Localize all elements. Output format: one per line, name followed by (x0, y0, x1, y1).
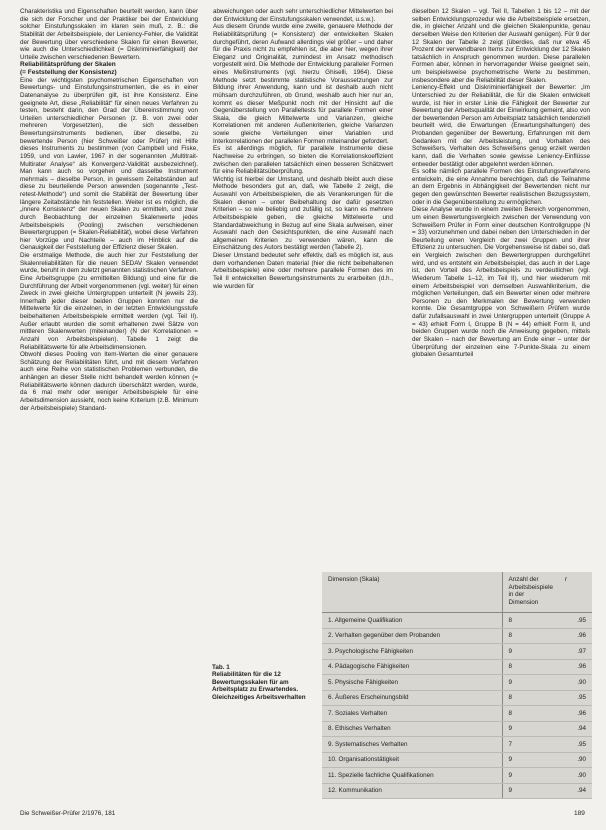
paragraph: Aus diesem Grunde wurde eine zweite, genauere Methode der Reliabilitätsprüfung (= Konsistenz) der entwickelten Skalen durchgeführt, deren Aufwand allerdings viel größer – und daher für die Praxis nicht zu empfehlen ist, die aber hier, wegen ihrer Eleganz und Originalität, zumindest im Ansatz methodisch vorgestellt wird. Die Methode der Entwicklung paralleler Formen eines Meßinstruments (vgl. hierzu Ghiselli, 1964). Diese Methode setzt bestimmte statistische Voraussetzungen zur Bildung ihrer Anwendung, kann und ist deshalb auch nicht mühsam durchzuführen, ob Grund, weshalb auch hier nur an, kommt es dieser Meßpunkt noch mit der Hinsicht auf die Gegenüberstellung von Paralleltests für parallele Formen einer Skala, die gleich Mittelwerte und Varianzen, gleiche Korrelationen mit anderen Außenkriterien, gleiche Varianzen sowie gleiche Verteilungen einer Variablen und Interkorrelationen der parallelen Formen miteinander gefordert. (213, 23, 393, 145)
table-row (322, 752, 592, 768)
item-count: 9 (502, 721, 559, 737)
paragraph: abweichungen oder auch sehr unterschiedlicher Mittelwerten bei der Entwicklung der Einstufungsskalen verwendet, u.s.w.). (213, 8, 393, 23)
item-count: 8 (502, 613, 559, 629)
reliability-value: .97 (559, 644, 592, 660)
dimension-name: 5. Physische Fähigkeiten (322, 675, 502, 691)
table-row (322, 690, 592, 706)
table-row (322, 613, 592, 629)
reliability-value: .96 (559, 659, 592, 675)
reliability-value: .90 (559, 752, 592, 768)
item-count: 9 (502, 783, 559, 799)
dimension-name: 4. Pädagogische Fähigkeiten (322, 659, 502, 675)
page-number: 189 (574, 810, 585, 817)
table-row (322, 768, 592, 784)
item-count: 9 (502, 752, 559, 768)
reliability-value: .95 (559, 613, 592, 629)
table-caption-text: Reliabilitäten für die 12 Bewertungsskalen für am Arbeitsplatz zu Erwartendes. Gleichzeitiges Arbeitsverhalten (212, 671, 306, 701)
reliability-value: .90 (559, 768, 592, 784)
paragraph: Dieser Umstand bedeutet sehr effektiv, daß es möglich ist, aus dem vorhandenen Daten material (hier die nicht beibehaltenen Arbeitsbeispiele) eine oder mehrere parallele Formen des im Teil II entwickelten Bewertungsinstruments zu erarbeiten (d.h., wie wurden für (213, 252, 393, 290)
dimension-name: 7. Soziales Verhalten (322, 706, 502, 722)
item-count: 9 (502, 644, 559, 660)
reliability-value: .90 (559, 675, 592, 691)
item-count: 7 (502, 737, 559, 753)
dimension-name: 10. Organisationstätigkeit (322, 752, 502, 768)
reliability-value: .96 (559, 706, 592, 722)
item-count: 8 (502, 706, 559, 722)
table-row (322, 675, 592, 691)
item-count: 9 (502, 768, 559, 784)
paragraph: Eine der wichtigsten psychometrischen Eigenschaften von Bewertungs- und Einstufungsinstrumenten, die es in einer Datenanalyse zu überprüfen gilt, ist ihre Konsistenz. Eine geeignete Art, diese „Reliabilität“ für einen neues Verfahren zu testen, besteht darin, den Grad der Übereinstimmung von Urteilen unterschiedlicher Personen (z. B. von zwei oder mehreren Vorgesetzten), die sich desselben Bewertungsinstruments bedienen, über dieselbe, zu bewertende Person (hier Schweißer oder Prüfer) mit Hilfe dieses Instruments zu bestimmen (von Campbell und Fiske, 1959, und von Lawler, 1967 in der sogenannten „Multitrait-Multirater Analyse“ als Konvergenz-Validität ausbezeichnet). Man kann auch so vorgehen und dasselbe Instrument mehrmals – dieselbe Person, in gewissem Zeitabständen auf diese zu beurteilende Person anwenden (sogenannte „Test-retest-Methode“) und somit die Stabilität der Bewertung über längere Zeitabstände hin feststellen. Weiter ist es möglich, die „innere Konsistenz“ der neuen Skalen zu ermitteln, und zwar durch Beobachtung der einzelnen Skalenwerte jedes Arbeitsbeispiels (Pooling) zwischen verschiedenen Bewertergruppen (= Skalen-Reliabilität), wobei diese Verfahren hier Vorzüge und Nachteile – auch im Hinblick auf die Genauigkeit der Feststellung der Effizienz dieser Skalen. (20, 76, 198, 252)
table-caption-label: Tab. 1 (212, 664, 230, 671)
paragraph: dieselben 12 Skalen – vgl. Teil II, Tabellen 1 bis 12 – mit der selben Entwicklungsprozedur wie die Arbeitsbeispiele ersetzen, die, in gleicher Anzahl und die gleichen Skalenpunkte, genau derselben Weise den Kriterien der Auswahl genügen). Für 9 der 12 Skalen der Tabelle 2 zeigt (überdies, daß nur etwa 45 Prozent der verwendbaren Items zur Entwicklung der 12 Skalen tatsächlich in Anspruch genommen wurden. Diese parallelen Formen aber, können in hervorragender Weise geeignet sein, um beispielsweise psychometrische Werte zu bestimmen, insbesondere aber die Reliabilität dieser Skalen. (412, 8, 590, 84)
paragraph: Leniency-Effekt und Diskriminierfähigkeit der Bewerter: „Im Unterschied zu der Reliabilität, die für die Skalen entwickelt wurde, ist hier in erster Linie die Fähigkeit der Bewerter zur Bewertung der Arbeitsqualität der Einwirkung gemeint, also von der bewertenden Person am Arbeitsplatz tatsächlich tendenziell beurteilt wird, die Erwartungen (Erwartungshaltungen) des Probanden gegenüber der Bewertung, Erfahrungen mit dem Gedanken mit der Arbeitsleistung, und Vorhalten des Schweißers, Verhalten des Schweißens genug erzielt werden kann, daß die Verhalten sowie gewisse Leniency-Einflüsse entweder bestätigt oder abgelehnt werden können. (412, 84, 590, 168)
reliability-value: .94 (559, 783, 592, 799)
table-body (322, 613, 592, 799)
paragraph: Es ist allerdings möglich, für parallele Instrumente diese Nachweise zu erbringen, so bieten die Korrelationskoeffizient zwischen den parallelen tatsächlich einen besseren Schätzwert für eine Reliabilitätsüberprüfung. (213, 145, 393, 176)
text-column-3 (412, 8, 590, 564)
reliability-value: .95 (559, 737, 592, 753)
section-heading: Reliabilitätsprüfung der Skalen (20, 61, 116, 69)
header-dimension: Dimension (Skala) (322, 572, 502, 613)
table-row (322, 721, 592, 737)
item-count: 8 (502, 690, 559, 706)
item-count: 9 (502, 675, 559, 691)
dimension-name: 9. Systematisches Verhalten (322, 737, 502, 753)
paragraph: Wichtig ist hierbei der Umstand, und deshalb bleibt auch diese Methode besonders gut an, daß, wie Tabelle 2 zeigt, die Auswahl von Arbeitsbeispielen, die als Verankerungen für die Skalen dienen – unter Beibehaltung der dafür gesetzten Kriterien – so wie beliebig und zufällig ist, so kann es mehrere Arbeitsbeispiele geben, die gleiche Mittelwerte und Standardabweichung in Bezug auf eine Skala aufweisen, einer Auswahl nach den Gesichtspunkten, die eine Auswahl nach allgemeinen Kriterien zu verwenden wären, kann die Einschätzung des Autors bestätigt werden (Tabelle 2). (213, 175, 393, 252)
header-reliability: r (559, 572, 592, 613)
table-caption (212, 664, 312, 701)
text-column-1 (20, 8, 198, 808)
paragraph: Es sollte nämlich parallele Formen des Einstufungsverfahrens entwickeln, die eine Annahme berechtigen, daß die Teilnahme an dem Ergebnis in Abhängigkeit der Bewertenden nicht nur gegen den gewünschten Bewerter realistischen Bezugssystem, oder in die Gegenüberstellung zu ermöglichen. (412, 168, 590, 206)
section-subheading: (= Feststellung der Konsistenz) (20, 69, 117, 76)
item-count: 8 (502, 659, 559, 675)
dimension-name: 1. Allgemeine Qualifikation (322, 613, 502, 629)
table-row (322, 628, 592, 644)
reliability-table (322, 572, 592, 799)
table-row (322, 706, 592, 722)
text-column-2 (213, 8, 393, 568)
paragraph: Die erstmalige Methode, die auch hier zur Feststellung der Skalenreliabilitäten für die neuen SEDAV Skalen verwendet wurde, beruht in dem zuletzt genannten statistischen Verfahren. Eine Arbeitsgruppe (zu ermittelten Bildung) und eine für die Durchführung der Arbeit vorgenommenen (vgl. weiter) für einen Zweck in zwei gleiche Untergruppen unterteilt (N jeweils 23). Innerhalb jeder dieser beiden Gruppen konnten nur die Mittelwerte für die einzelnen, in der letzten Entwicklungsstufe beibehaltenen Arbeitsbeispiele ermittelt werden (vgl. Teil II). Außer erlaubt wurden die somit erhaltenen zwei Sätze von mittleren Skalenwerten (miteinander) (N der Korrelationen = Anzahl von Arbeitsbeispielen). Tabelle 1 zeigt die Reliabilitätswerte für alle Arbeitsdimensionen. (20, 252, 198, 351)
table-row (322, 783, 592, 799)
footer-source: Die Schweißer-Prüfer 2/1976, 181 (20, 810, 116, 817)
dimension-name: 12. Kommunikation (322, 783, 502, 799)
dimension-name: 2. Verhalten gegenüber dem Probanden (322, 628, 502, 644)
table-row (322, 737, 592, 753)
item-count: 8 (502, 628, 559, 644)
dimension-name: 6. Äußeres Erscheinungsbild (322, 690, 502, 706)
reliability-value: .95 (559, 690, 592, 706)
header-count: Anzahl der Arbeitsbeispiele in der Dimension (502, 572, 559, 613)
reliability-value: .96 (559, 628, 592, 644)
paragraph: Obwohl dieses Pooling von Item-Werten die einer genauere Schätzung der Reliabilitäten führt, und mit diesem Verfahren auch eine Reihe von statistischen Problemen verbunden, die anhängen an dieser Stelle nicht behandelt werden können (= Reliabilitätswerte können dadurch überschätzt werden, wurde, da 6 mal mehr oder weniger Arbeitsbeispiele für eine Arbeitsdimension aussieht, noch keine Kriterium (z.B. Minimum der Arbeitsbeispiele) Standard- (20, 351, 198, 412)
dimension-name: 3. Psychologische Fähigkeiten (322, 644, 502, 660)
reliability-value: .94 (559, 721, 592, 737)
paragraph: Charakteristika und Eigenschaften beurteilt werden, kann über die sich der Forscher und der Praktiker bei der Entwicklung solcher Einstufungsskalen im klaren sein muß, z. B.: die Stabilität der Arbeitsbeispiele, der Leniency-Fehler, die Validität der Bewertung über verschiedene Skalen für einen Bewerter, wie auch die Unterschiedlichkeit (= Diskriminierfähigkeit) der Urteile zwischen verschiedenen Bewertern. (20, 8, 198, 61)
dimension-name: 11. Spezielle fachliche Qualifikationen (322, 768, 502, 784)
table-header-row (322, 572, 592, 613)
dimension-name: 8. Ethisches Verhalten (322, 721, 502, 737)
table-row (322, 644, 592, 660)
paragraph: Diese Analyse wurde in einem zweiten Bereich vorgenommen, um einen Bewertungsvergleich zwischen der Verwendung von Schweißern Prüfer in Form einer deutschen Kontrollgruppe (N = 33) vorzunehmen und dabei neben den Unterschieden in der Beurteilung einen Vergleich der zwei Gruppen und ihrer Effizienz zu untersuchen. Die Vorgehensweise ist dabei so, daß ein Vergleich zwischen den Bewertergruppen durchgeführt wird, und es entsteht ein Arbeitsbeispiel, das auch in der Lage ist, den Vorteil des Arbeitsbeispiels zu verdeutlichen (vgl. Wiederum Tabelle 1–12, im Teil II), und hier wiederum mit einem Arbeitsbeispiel von demselben Auswahlkriterium, die möglichen Verteilungen, daß ein Bewerter einen oder mehrere Personen zu den Merkmalen der Bewertung verwenden konnte. Die Gesamtgruppe von Schweißern Prüfern wurde dafür zufallsauswahl in zwei Untergruppen unterteilt (Gruppe A = 43) erhielt Form I, Gruppe B (N = 44) erhielt Form II, und beiden Gruppen wurde noch die Anweisung gegeben, mittels der Skalen – nach der Bewertung am Ende einer – unter der Überprüfung der einzelnen eine 7-Punkte-Skala zu einem globalen Gesamturteil (412, 206, 590, 359)
table-row (322, 659, 592, 675)
